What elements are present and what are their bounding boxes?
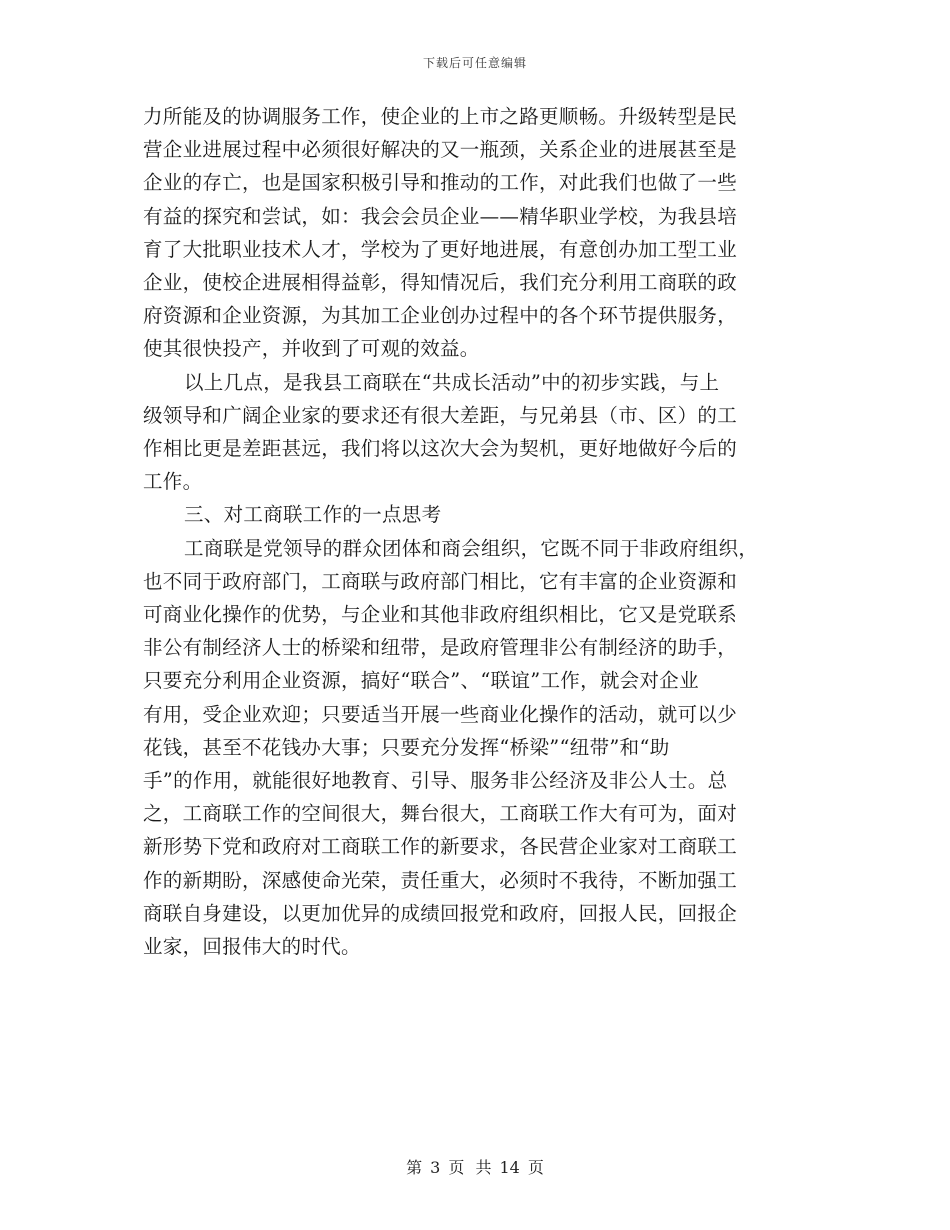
text-line: 级领导和广阔企业家的要求还有很大差距，与兄弟县（市、区）的工 [143, 403, 738, 427]
text-line: 也不同于政府部门，工商联与政府部门相比，它有丰富的企业资源和 [143, 569, 738, 593]
text-line: 作相比更是差距甚远，我们将以这次大会为契机，更好地做好今后的 [143, 437, 738, 461]
footer-page-number: 3 [430, 1158, 441, 1177]
text-line: 有益的探究和尝试，如：我会会员企业——精华职业学校，为我县培 [143, 204, 738, 228]
paragraph [143, 366, 808, 499]
paragraph [143, 498, 808, 531]
footer-prefix: 第 [406, 1158, 423, 1177]
text-line: 非公有制经济人士的桥梁和纽带，是政府管理非公有制经济的助手， [143, 636, 738, 660]
text-line: 三、对工商联工作的一点思考 [184, 503, 442, 527]
paragraph [143, 100, 808, 366]
text-line: 府资源和企业资源，为其加工企业创办过程中的各个环节提供服务， [143, 304, 738, 328]
text-line: 以上几点，是我县工商联在“共成长活动”中的初步实践，与上 [184, 370, 720, 394]
page-header: 下载后可任意编辑 [422, 56, 527, 70]
text-line: 有用，受企业欢迎；只要适当开展一些商业化操作的活动，就可以少 [143, 702, 738, 726]
text-line: 新形势下党和政府对工商联工作的新要求，各民营企业家对工商联工 [143, 835, 738, 859]
text-line: 之，工商联工作的空间很大，舞台很大，工商联工作大有可为，面对 [143, 802, 738, 826]
footer-suffix: 页 [527, 1158, 544, 1177]
text-line: 工作。 [143, 470, 203, 494]
text-line: 花钱，甚至不花钱办大事；只要充分发挥“桥梁”“纽带”和“助 [143, 735, 670, 759]
page-footer [0, 1155, 950, 1178]
text-line: 作的新期盼，深感使命光荣，责任重大，必须时不我待，不断加强工 [143, 868, 738, 892]
paragraph [143, 532, 808, 964]
text-line: 手”的作用，就能很好地教育、引导、服务非公经济及非公人士。总 [143, 769, 728, 793]
text-line: 营企业进展过程中必须很好解决的又一瓶颈，关系企业的进展甚至是 [143, 138, 738, 162]
text-line: 只要充分利用企业资源，搞好“联合”、“联谊”工作，就会对企业 [143, 669, 699, 693]
text-line: 企业，使校企进展相得益彰，得知情况后，我们充分利用工商联的政 [143, 271, 738, 295]
text-line: 育了大批职业技术人才，学校为了更好地进展，有意创办加工型工业 [143, 237, 738, 261]
text-line: 商联自身建设，以更加优异的成绩回报党和政府，回报人民，回报企 [143, 901, 738, 925]
text-line: 企业的存亡，也是国家积极引导和推动的工作，对此我们也做了一些 [143, 171, 738, 195]
footer-middle: 页 共 [448, 1158, 492, 1177]
text-line: 业家，回报伟大的时代。 [143, 935, 361, 959]
document-body [143, 100, 808, 963]
text-line: 工商联是党领导的群众团体和商会组织，它既不同于非政府组织， [184, 536, 759, 560]
text-line: 使其很快投产，并收到了可观的效益。 [143, 337, 480, 361]
footer-total-pages: 14 [499, 1158, 520, 1177]
text-line: 力所能及的协调服务工作，使企业的上市之路更顺畅。升级转型是民 [143, 105, 738, 128]
text-line: 可商业化操作的优势，与企业和其他非政府组织相比，它又是党联系 [143, 603, 738, 627]
